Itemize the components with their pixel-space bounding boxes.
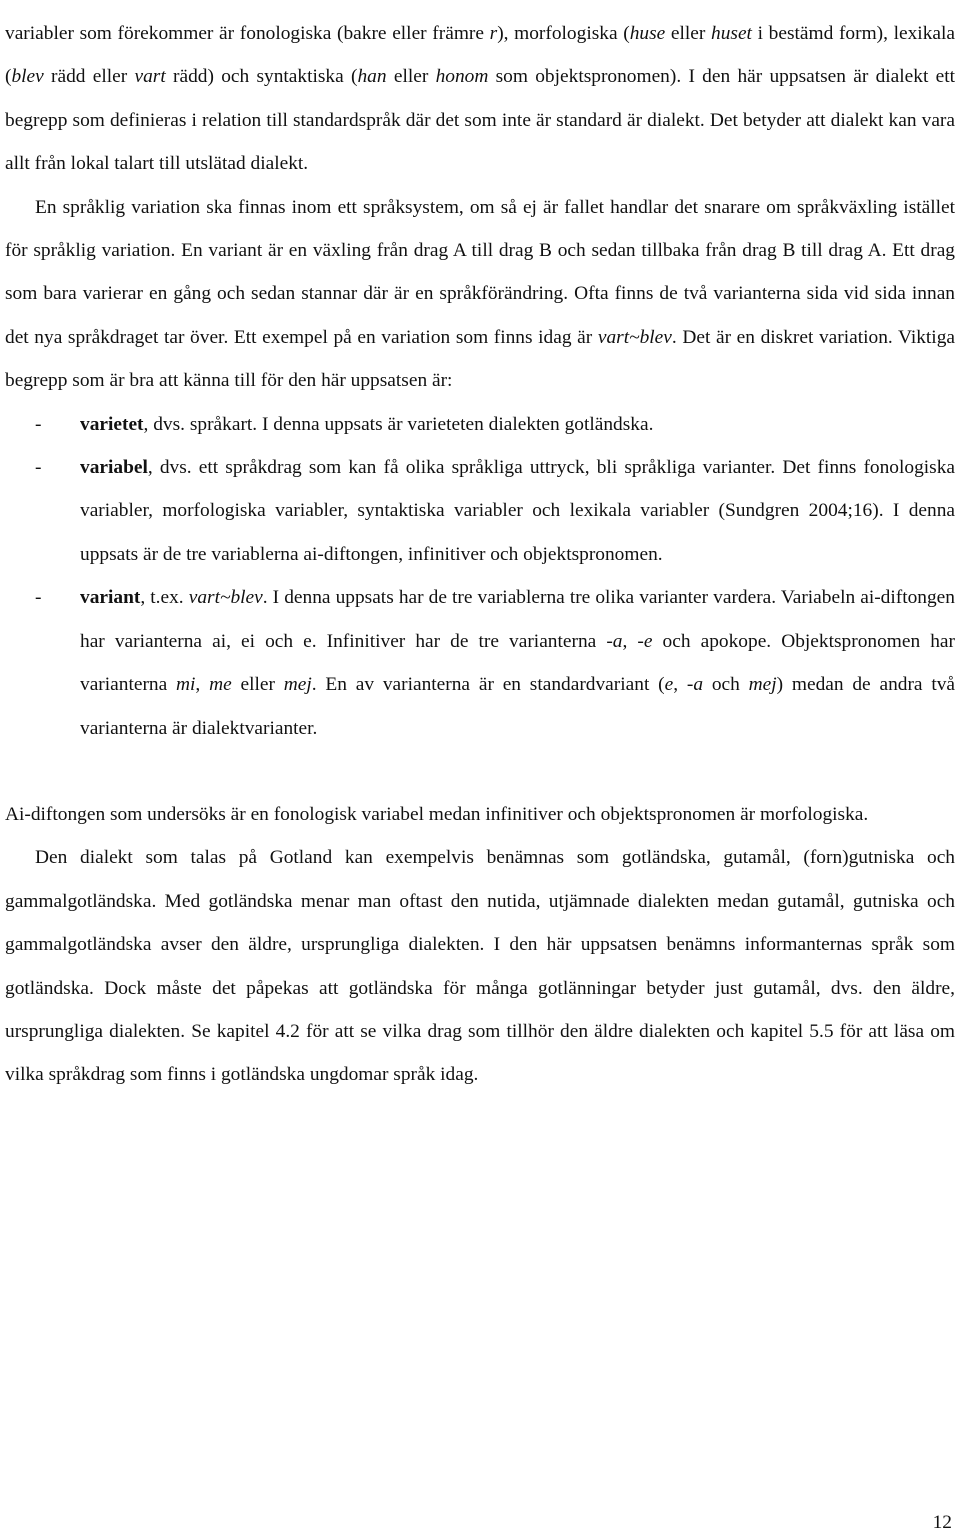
list-item-text (80, 446, 955, 576)
italic-run: -e (637, 630, 653, 652)
paragraph-gotland-dialect (5, 836, 955, 1096)
text-run: , (195, 674, 210, 696)
list-item-text (80, 576, 955, 750)
text-run: eller (231, 674, 284, 696)
text-run: som objektspronomen). I den här uppsatsen är dialekt ett begrepp som definieras i relation till standardspråk där det som inte är standard är dialekt. Det betyder att dialekt kan vara allt från lokal talart till utslätad dialekt. (5, 66, 955, 175)
italic-run: vart (134, 66, 166, 88)
italic-run: honom (435, 66, 489, 88)
italic-run: mej (748, 674, 777, 696)
body-text (5, 12, 955, 1097)
list-bullet: - (35, 587, 42, 609)
italic-run: blev (11, 66, 44, 88)
page-number: 12 (932, 1512, 952, 1533)
concept-list (5, 403, 955, 750)
text-run: , dvs. språkart. I denna uppsats är varieteten dialekten gotländska. (143, 413, 654, 435)
italic-run: huse (629, 23, 666, 44)
italic-run: vart~blev (597, 326, 672, 348)
bold-term: varietet (80, 413, 144, 435)
text-run: , t.ex. (140, 587, 189, 609)
italic-run: r (489, 23, 498, 44)
text-run: , dvs. ett språkdrag som kan få olika språkliga uttryck, bli språkliga varianter. Det finns fonologiska variabler, morfologiska variabler, syntaktiska variabler och lexikala variabler (Sundgren 2004;16). I denna uppsats är de tre variablerna ai-diftongen, infinitiver och objektspronomen. (80, 457, 955, 565)
list-item-text (80, 403, 955, 446)
text-run: . En av varianterna är en standardvariant ( (311, 674, 665, 696)
text-run: rädd) och syntaktiska ( (165, 66, 358, 88)
text-run: eller (665, 23, 712, 44)
italic-run: mi (176, 674, 196, 696)
list-item-varietet (5, 403, 955, 446)
text-run: . Det är en diskret variation. Viktiga begrepp som är bra att känna till för den här uppsatsen är: (5, 326, 956, 392)
list-item-variabel (5, 446, 955, 576)
text-run: rädd eller (43, 66, 135, 88)
text-run: . I denna uppsats har de tre variablerna tre olika varianter vardera. Variabeln ai-diftongen har varianterna ai, ei och e. Infinitiver har de tre varianterna (80, 587, 955, 652)
text-run: , (622, 630, 638, 652)
text-run: ) medan de andra två varianterna är dialektvarianter. (80, 674, 956, 739)
text-run: och apokope. Objektspronomen har varianterna (80, 630, 955, 696)
italic-run: mej (283, 674, 312, 696)
italic-run: e (664, 674, 674, 696)
text-run: i bestämd form), lexikala ( (5, 23, 955, 88)
text-run: Ai-diftongen som undersöks är en fonologisk variabel medan infinitiver och objektspronomen är morfologiska. (5, 803, 869, 825)
bold-term: variant (80, 587, 141, 609)
text-run: variabler som förekommer är fonologiska (bakre eller främre (5, 23, 490, 44)
text-run: En språklig variation ska finnas inom ett språksystem, om så ej är fallet handlar det snarare om språkväxling istället för språklig variation. En variant är en växling från drag A till drag B och sedan tillbaka från drag B till drag A. Ett drag som bara varierar en gång och sedan stannar där är en språkförändring. Ofta finns de två varianterna sida vid sida innan det nya språkdraget tar över. Ett exempel på en variation som finns idag är (5, 196, 955, 348)
italic-run: -a (686, 674, 704, 696)
paragraph-ai-diftongen (5, 793, 955, 836)
text-run: eller (386, 66, 436, 88)
text-run: ), morfologiska ( (497, 23, 630, 44)
paragraph-gap (5, 750, 955, 793)
paragraph-variables (5, 12, 955, 186)
bold-term: variabel (80, 457, 148, 479)
italic-run: -a (606, 630, 623, 652)
list-bullet: - (35, 457, 42, 479)
italic-run: han (357, 66, 387, 88)
paragraph-variation (5, 186, 955, 403)
text-run: Den dialekt som talas på Gotland kan exempelvis benämnas som gotländska, gutamål, (forn)gutniska och gammalgotländska. Med gotländska menar man oftast den nutida, utjämnade dialekten medan gutamål, gutniska och gammalgotländska avser den äldre, ursprungliga dialekten. I den här uppsatsen benämns informanternas språk som gotländska. Dock måste det påpekas att gotländska för många gotlänningar betyder just gutamål, dvs. den äldre, ursprungliga dialekten. Se kapitel 4.2 för att se vilka drag som tillhör den äldre dialekten och kapitel 5.5 för att läsa om vilka språkdrag som finns i gotländska ungdomar språk idag. (5, 847, 955, 1086)
italic-run: vart~blev (188, 587, 263, 609)
text-run: och (703, 674, 749, 696)
italic-run: huset (711, 23, 752, 44)
list-item-variant (5, 576, 955, 750)
text-run: , (673, 674, 687, 696)
italic-run: me (209, 674, 232, 696)
list-bullet: - (35, 413, 42, 435)
